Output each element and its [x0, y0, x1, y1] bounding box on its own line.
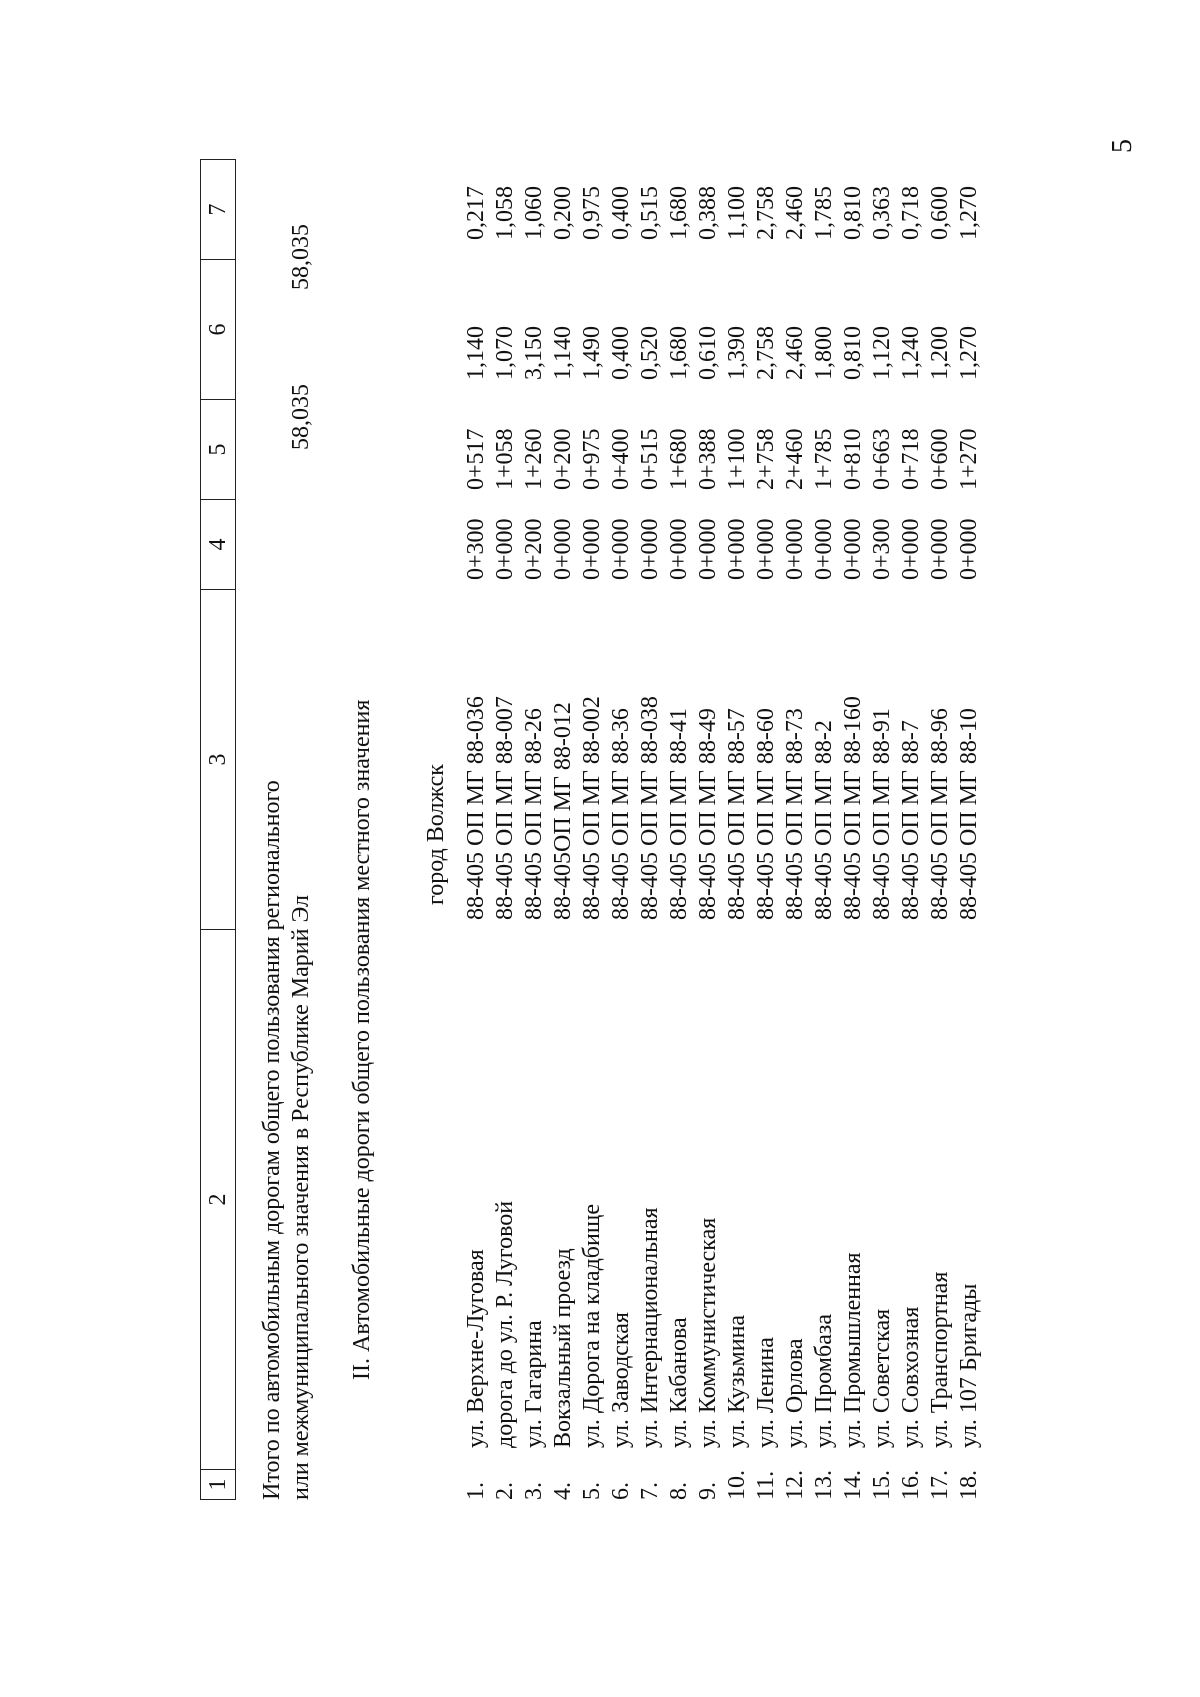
end-km: 0+400	[608, 428, 634, 490]
start-km: 0+000	[608, 518, 634, 580]
row-number: 11.	[753, 1470, 779, 1500]
column-header-row	[200, 159, 236, 1500]
total-length: 1,200	[927, 326, 953, 380]
road-id-code: 88-405 ОП МГ 88-10	[956, 708, 982, 920]
road-name: ул. Промбаза	[811, 1314, 837, 1448]
length-value: 1,060	[521, 186, 547, 240]
start-km: 0+000	[637, 518, 663, 580]
start-km: 0+000	[898, 518, 924, 580]
table-row	[926, 160, 955, 1500]
total-length: 1,270	[956, 326, 982, 380]
end-km: 0+975	[579, 428, 605, 490]
column-header-3: 3	[201, 590, 236, 930]
row-number: 15.	[869, 1470, 895, 1500]
road-id-code: 88-405 ОП МГ 88-2	[811, 720, 837, 920]
road-id-code: 88-405 ОП МГ 88-36	[608, 708, 634, 920]
row-number: 10.	[724, 1470, 750, 1500]
total-length: 1,240	[898, 326, 924, 380]
row-number: 6.	[608, 1482, 634, 1500]
start-km: 0+000	[724, 518, 750, 580]
length-value: 2,460	[782, 186, 808, 240]
road-name: ул. Транспортная	[927, 1271, 953, 1448]
end-km: 1+785	[811, 428, 837, 490]
start-km: 0+000	[956, 518, 982, 580]
total-label	[258, 780, 316, 1500]
end-km: 0+200	[550, 428, 576, 490]
road-name: ул. Орлова	[782, 1338, 808, 1448]
length-value: 0,600	[927, 186, 953, 240]
road-id-code: 88-405 ОП МГ 88-96	[927, 708, 953, 920]
row-number: 4.	[550, 1482, 576, 1500]
road-id-code: 88-405 ОП МГ 88-91	[869, 708, 895, 920]
end-km: 1+680	[666, 428, 692, 490]
end-km: 0+663	[869, 428, 895, 490]
road-name: ул. Верхне-Луговая	[463, 1249, 489, 1448]
table-row	[752, 160, 781, 1500]
column-header-7: 7	[201, 160, 236, 260]
length-value: 0,200	[550, 186, 576, 240]
end-km: 0+810	[840, 428, 866, 490]
total-length: 2,460	[782, 326, 808, 380]
column-header-5: 5	[201, 400, 236, 500]
start-km: 0+000	[782, 518, 808, 580]
row-number: 7.	[637, 1482, 663, 1500]
end-km: 1+270	[956, 428, 982, 490]
start-km: 0+000	[927, 518, 953, 580]
total-length: 1,390	[724, 326, 750, 380]
road-id-code: 88-405 ОП МГ 88-60	[753, 708, 779, 920]
table-row	[462, 160, 491, 1500]
total-length: 3,150	[521, 326, 547, 380]
start-km: 0+000	[579, 518, 605, 580]
table-row	[491, 160, 520, 1500]
road-id-code: 88-405 ОП МГ 88-57	[724, 708, 750, 920]
table-row	[723, 160, 752, 1500]
start-km: 0+300	[869, 518, 895, 580]
city-heading: город Волжск	[423, 764, 449, 905]
road-id-code: 88-405 ОП МГ 88-007	[492, 696, 518, 920]
column-header-1: 1	[201, 1470, 236, 1500]
table-row	[636, 160, 665, 1500]
total-length: 0,810	[840, 326, 866, 380]
table-row	[520, 160, 549, 1500]
total-length: 1,140	[463, 326, 489, 380]
total-length: 1,490	[579, 326, 605, 380]
end-km: 1+100	[724, 428, 750, 490]
page-number: 5	[1107, 139, 1138, 153]
length-value: 0,975	[579, 186, 605, 240]
length-value: 0,810	[840, 186, 866, 240]
column-header-6: 6	[201, 260, 236, 400]
start-km: 0+000	[753, 518, 779, 580]
total-length: 2,758	[753, 326, 779, 380]
road-name: ул. Интернациональная	[637, 1207, 663, 1448]
road-table-body	[462, 160, 984, 1500]
end-km: 1+260	[521, 428, 547, 490]
table-row	[839, 160, 868, 1500]
road-name: ул. Заводская	[608, 1312, 634, 1448]
length-value: 1,785	[811, 186, 837, 240]
length-value: 1,680	[666, 186, 692, 240]
table-row	[694, 160, 723, 1500]
row-number: 8.	[666, 1482, 692, 1500]
row-number: 16.	[898, 1470, 924, 1500]
road-name: ул. Кузьмина	[724, 1314, 750, 1448]
section-title: II. Автомобильные дороги общего пользования местного значения	[349, 699, 375, 1380]
total-length: 1,800	[811, 326, 837, 380]
end-km: 2+758	[753, 428, 779, 490]
road-name: ул. Кабанова	[666, 1317, 692, 1448]
road-name: ул. 107 Бригады	[956, 1283, 982, 1448]
road-id-code: 88-405 ОП МГ 88-41	[666, 708, 692, 920]
road-id-code: 88-405 ОП МГ 88-73	[782, 708, 808, 920]
table-row	[665, 160, 694, 1500]
row-number: 13.	[811, 1470, 837, 1500]
road-id-code: 88-405 ОП МГ 88-160	[840, 696, 866, 920]
length-value: 1,100	[724, 186, 750, 240]
start-km: 0+000	[811, 518, 837, 580]
table-row	[897, 160, 926, 1500]
row-number: 12.	[782, 1470, 808, 1500]
table-row	[781, 160, 810, 1500]
column-header-4: 4	[201, 500, 236, 590]
road-name: ул. Коммунистическая	[695, 1217, 721, 1448]
length-value: 0,388	[695, 186, 721, 240]
table-row	[810, 160, 839, 1500]
table-row	[578, 160, 607, 1500]
total-label-line1: Итого по автомобильным дорогам общего пользования регионального	[259, 780, 285, 1500]
road-id-code: 88-405 ОП МГ 88-26	[521, 708, 547, 920]
row-number: 5.	[579, 1482, 605, 1500]
road-id-code: 88-405 ОП МГ 88-038	[637, 696, 663, 920]
row-number: 2.	[492, 1482, 518, 1500]
row-number: 17.	[927, 1470, 953, 1500]
start-km: 0+000	[492, 518, 518, 580]
end-km: 2+460	[782, 428, 808, 490]
road-name: ул. Совхозная	[898, 1306, 924, 1448]
table-row	[549, 160, 578, 1500]
length-value: 0,718	[898, 186, 924, 240]
length-value: 1,058	[492, 186, 518, 240]
total-length: 0,400	[608, 326, 634, 380]
table-row	[955, 160, 984, 1500]
total-length: 0,520	[637, 326, 663, 380]
road-name: Вокзальный проезд	[550, 1248, 576, 1448]
length-value: 1,270	[956, 186, 982, 240]
column-header-2: 2	[201, 930, 236, 1470]
length-value: 0,363	[869, 186, 895, 240]
start-km: 0+000	[695, 518, 721, 580]
end-km: 0+600	[927, 428, 953, 490]
total-length: 1,070	[492, 326, 518, 380]
total-value-col7: 58,035	[288, 224, 314, 290]
total-length: 0,610	[695, 326, 721, 380]
road-id-code: 88-405 ОП МГ 88-002	[579, 696, 605, 920]
total-length: 1,120	[869, 326, 895, 380]
start-km: 0+200	[521, 518, 547, 580]
start-km: 0+000	[666, 518, 692, 580]
row-number: 1.	[463, 1482, 489, 1500]
end-km: 0+388	[695, 428, 721, 490]
length-value: 2,758	[753, 186, 779, 240]
road-name: ул. Промышленная	[840, 1252, 866, 1448]
start-km: 0+000	[840, 518, 866, 580]
row-number: 14.	[840, 1470, 866, 1500]
road-id-code: 88-405 ОП МГ 88-49	[695, 708, 721, 920]
road-name: ул. Ленина	[753, 1337, 779, 1448]
road-id-code: 88-405ОП МГ 88-012	[550, 702, 576, 920]
length-value: 0,400	[608, 186, 634, 240]
road-name: ул. Гагарина	[521, 1320, 547, 1448]
total-length: 1,140	[550, 326, 576, 380]
road-id-code: 88-405 ОП МГ 88-036	[463, 696, 489, 920]
end-km: 0+517	[463, 428, 489, 490]
table-row	[868, 160, 897, 1500]
rotated-table-content	[200, 160, 1000, 1500]
start-km: 0+300	[463, 518, 489, 580]
road-name: ул. Дорога на кладбище	[579, 1204, 605, 1448]
total-length: 1,680	[666, 326, 692, 380]
row-number: 9.	[695, 1482, 721, 1500]
table-row	[607, 160, 636, 1500]
row-number: 3.	[521, 1482, 547, 1500]
road-name: дорога до ул. Р. Луговой	[492, 1200, 518, 1448]
length-value: 0,515	[637, 186, 663, 240]
end-km: 1+058	[492, 428, 518, 490]
row-number: 18.	[956, 1470, 982, 1500]
total-value-col6: 58,035	[288, 384, 314, 450]
total-label-line2: или межмуниципального значения в Республике Марий Эл	[288, 895, 314, 1500]
road-name: ул. Советская	[869, 1308, 895, 1448]
end-km: 0+718	[898, 428, 924, 490]
length-value: 0,217	[463, 186, 489, 240]
road-id-code: 88-405 ОП МГ 88-7	[898, 720, 924, 920]
start-km: 0+000	[550, 518, 576, 580]
end-km: 0+515	[637, 428, 663, 490]
